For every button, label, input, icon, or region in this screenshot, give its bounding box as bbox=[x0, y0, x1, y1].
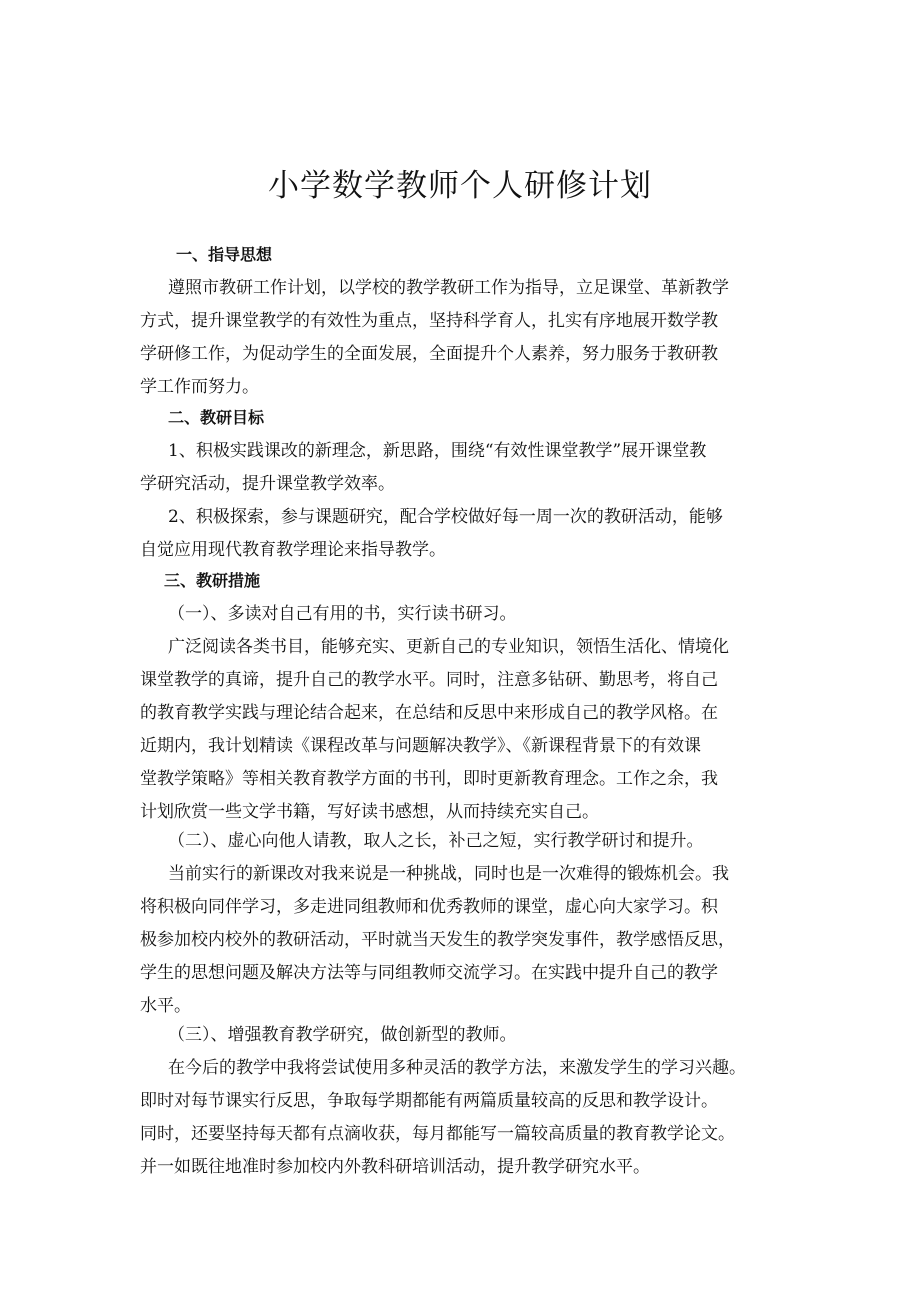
section-heading: 二、教研目标 bbox=[168, 408, 265, 427]
paragraph-line: 并一如既往地准时参加校内外教科研培训活动，提升教学研究水平。 bbox=[140, 1157, 650, 1177]
paragraph-line: 自觉应用现代教育教学理论来指导教学。 bbox=[140, 540, 446, 560]
paragraph-line: （二）、虚心向他人请教，取人之长，补己之短，实行教学研讨和提升。 bbox=[168, 831, 704, 851]
paragraph-line: 学工作而努力。 bbox=[140, 377, 259, 397]
paragraph-line: （三）、增强教育教学研究，做创新型的教师。 bbox=[168, 1025, 517, 1045]
paragraph-line: 当前实行的新课改对我来说是一种挑战，同时也是一次难得的锻炼机会。我 bbox=[168, 864, 729, 884]
paragraph-line: 同时，还要坚持每天都有点滴收获，每月都能写一篇较高质量的教育教学论文。 bbox=[140, 1124, 735, 1144]
paragraph-line: 计划欣赏一些文学书籍，写好读书感想，从而持续充实自己。 bbox=[140, 802, 599, 822]
section-heading: 三、教研措施 bbox=[164, 571, 261, 590]
paragraph-line: 极参加校内校外的教研活动，平时就当天发生的教学突发事件，教学感悟反思， bbox=[140, 930, 735, 950]
paragraph-line: 学研究活动，提升课堂教学效率。 bbox=[140, 474, 395, 494]
paragraph-line: 堂教学策略》等相关教育教学方面的书刊，即时更新教育理念。工作之余，我 bbox=[140, 769, 718, 789]
paragraph-line: 在今后的教学中我将尝试使用多种灵活的教学方法，来激发学生的学习兴趣。 bbox=[168, 1058, 746, 1078]
section-heading: 一、指导思想 bbox=[176, 245, 273, 264]
paragraph-line: 将积极向同伴学习，多走进同组教师和优秀教师的课堂，虚心向大家学习。积 bbox=[140, 897, 718, 917]
paragraph-line: 学生的思想问题及解决方法等与同组教师交流学习。在实践中提升自己的教学 bbox=[140, 963, 718, 983]
paragraph-line: 广泛阅读各类书目，能够充实、更新自己的专业知识，领悟生活化、情境化 bbox=[168, 637, 729, 657]
paragraph-line: 水平。 bbox=[140, 996, 191, 1016]
document-title: 小学数学教师个人研修计划 bbox=[268, 168, 652, 204]
paragraph-line: 近期内，我计划精读《课程改革与问题解决教学》、《新课程背景下的有效课 bbox=[140, 736, 701, 756]
paragraph-line: 遵照市教研工作计划，以学校的教学教研工作为指导，立足课堂、革新教学 bbox=[168, 278, 729, 298]
paragraph-line: 即时对每节课实行反思，争取每学期都能有两篇质量较高的反思和教学设计。 bbox=[140, 1091, 718, 1111]
paragraph-line: 2、积极探索，参与课题研究，配合学校做好每一周一次的教研活动，能够 bbox=[168, 507, 723, 527]
paragraph-line: 的教育教学实践与理论结合起来，在总结和反思中来形成自己的教学风格。在 bbox=[140, 703, 718, 723]
paragraph-line: 1、积极实践课改的新理念，新思路，围绕“有效性课堂教学”展开课堂教 bbox=[168, 441, 707, 461]
paragraph-line: 课堂教学的真谛，提升自己的教学水平。同时，注意多钻研、勤思考，将自己 bbox=[140, 670, 718, 690]
paragraph-line: 学研修工作，为促动学生的全面发展，全面提升个人素养，努力服务于教研教 bbox=[140, 344, 718, 364]
paragraph-line: （一）、多读对自己有用的书，实行读书研习。 bbox=[168, 604, 517, 624]
paragraph-line: 方式，提升课堂教学的有效性为重点，坚持科学育人，扎实有序地展开数学教 bbox=[140, 311, 718, 331]
